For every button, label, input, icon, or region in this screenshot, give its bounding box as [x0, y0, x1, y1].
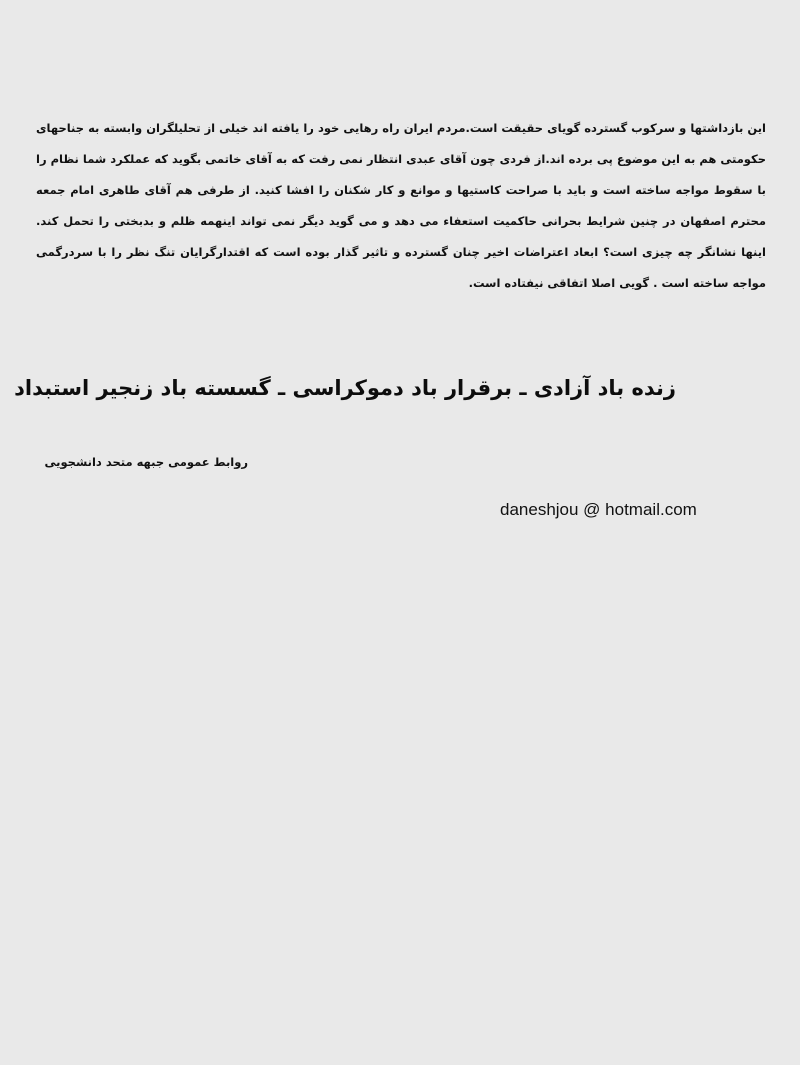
- headline-slogan: زنده باد آزادی ـ برقرار باد دموکراسی ـ گسسته باد زنجیر استبداد: [14, 376, 676, 400]
- contact-email: daneshjou @ hotmail.com: [500, 500, 697, 519]
- body-paragraph: این بازداشتها و سرکوب گسترده گویای حقیقت است.مردم ایران راه رهایی خود را یافته اند خیلی از تحلیلگران وابسته به جناحهای حکومتی هم به این موضوع پی برده اند.از فردی چون آقای عبدی انتظار نمی رفت که به آقای خاتمی بگوید که عملکرد شما نظام را با سقوط مواجه ساخته است و باید با صراحت کاستیها و موانع و کار شکنان را افشا کنید. از طرفی هم آقای طاهری امام جمعه محترم اصفهان در چنین شرایط بحرانی حاکمیت استعفاء می دهد و می گوید دیگر نمی تواند اینهمه ظلم و بدبختی را تحمل کند. اینها نشانگر چه چیزی است؟ ابعاد اعتراضات اخیر چنان گسترده و تاثیر گذار بوده است که اقتدارگرایان تنگ نظر را با سردرگمی مواجه ساخته است . گویی اصلا اتفاقی نیفتاده است.: [36, 121, 766, 290]
- signature-line: روابط عمومی جبهه متحد دانشجویی: [44, 455, 248, 469]
